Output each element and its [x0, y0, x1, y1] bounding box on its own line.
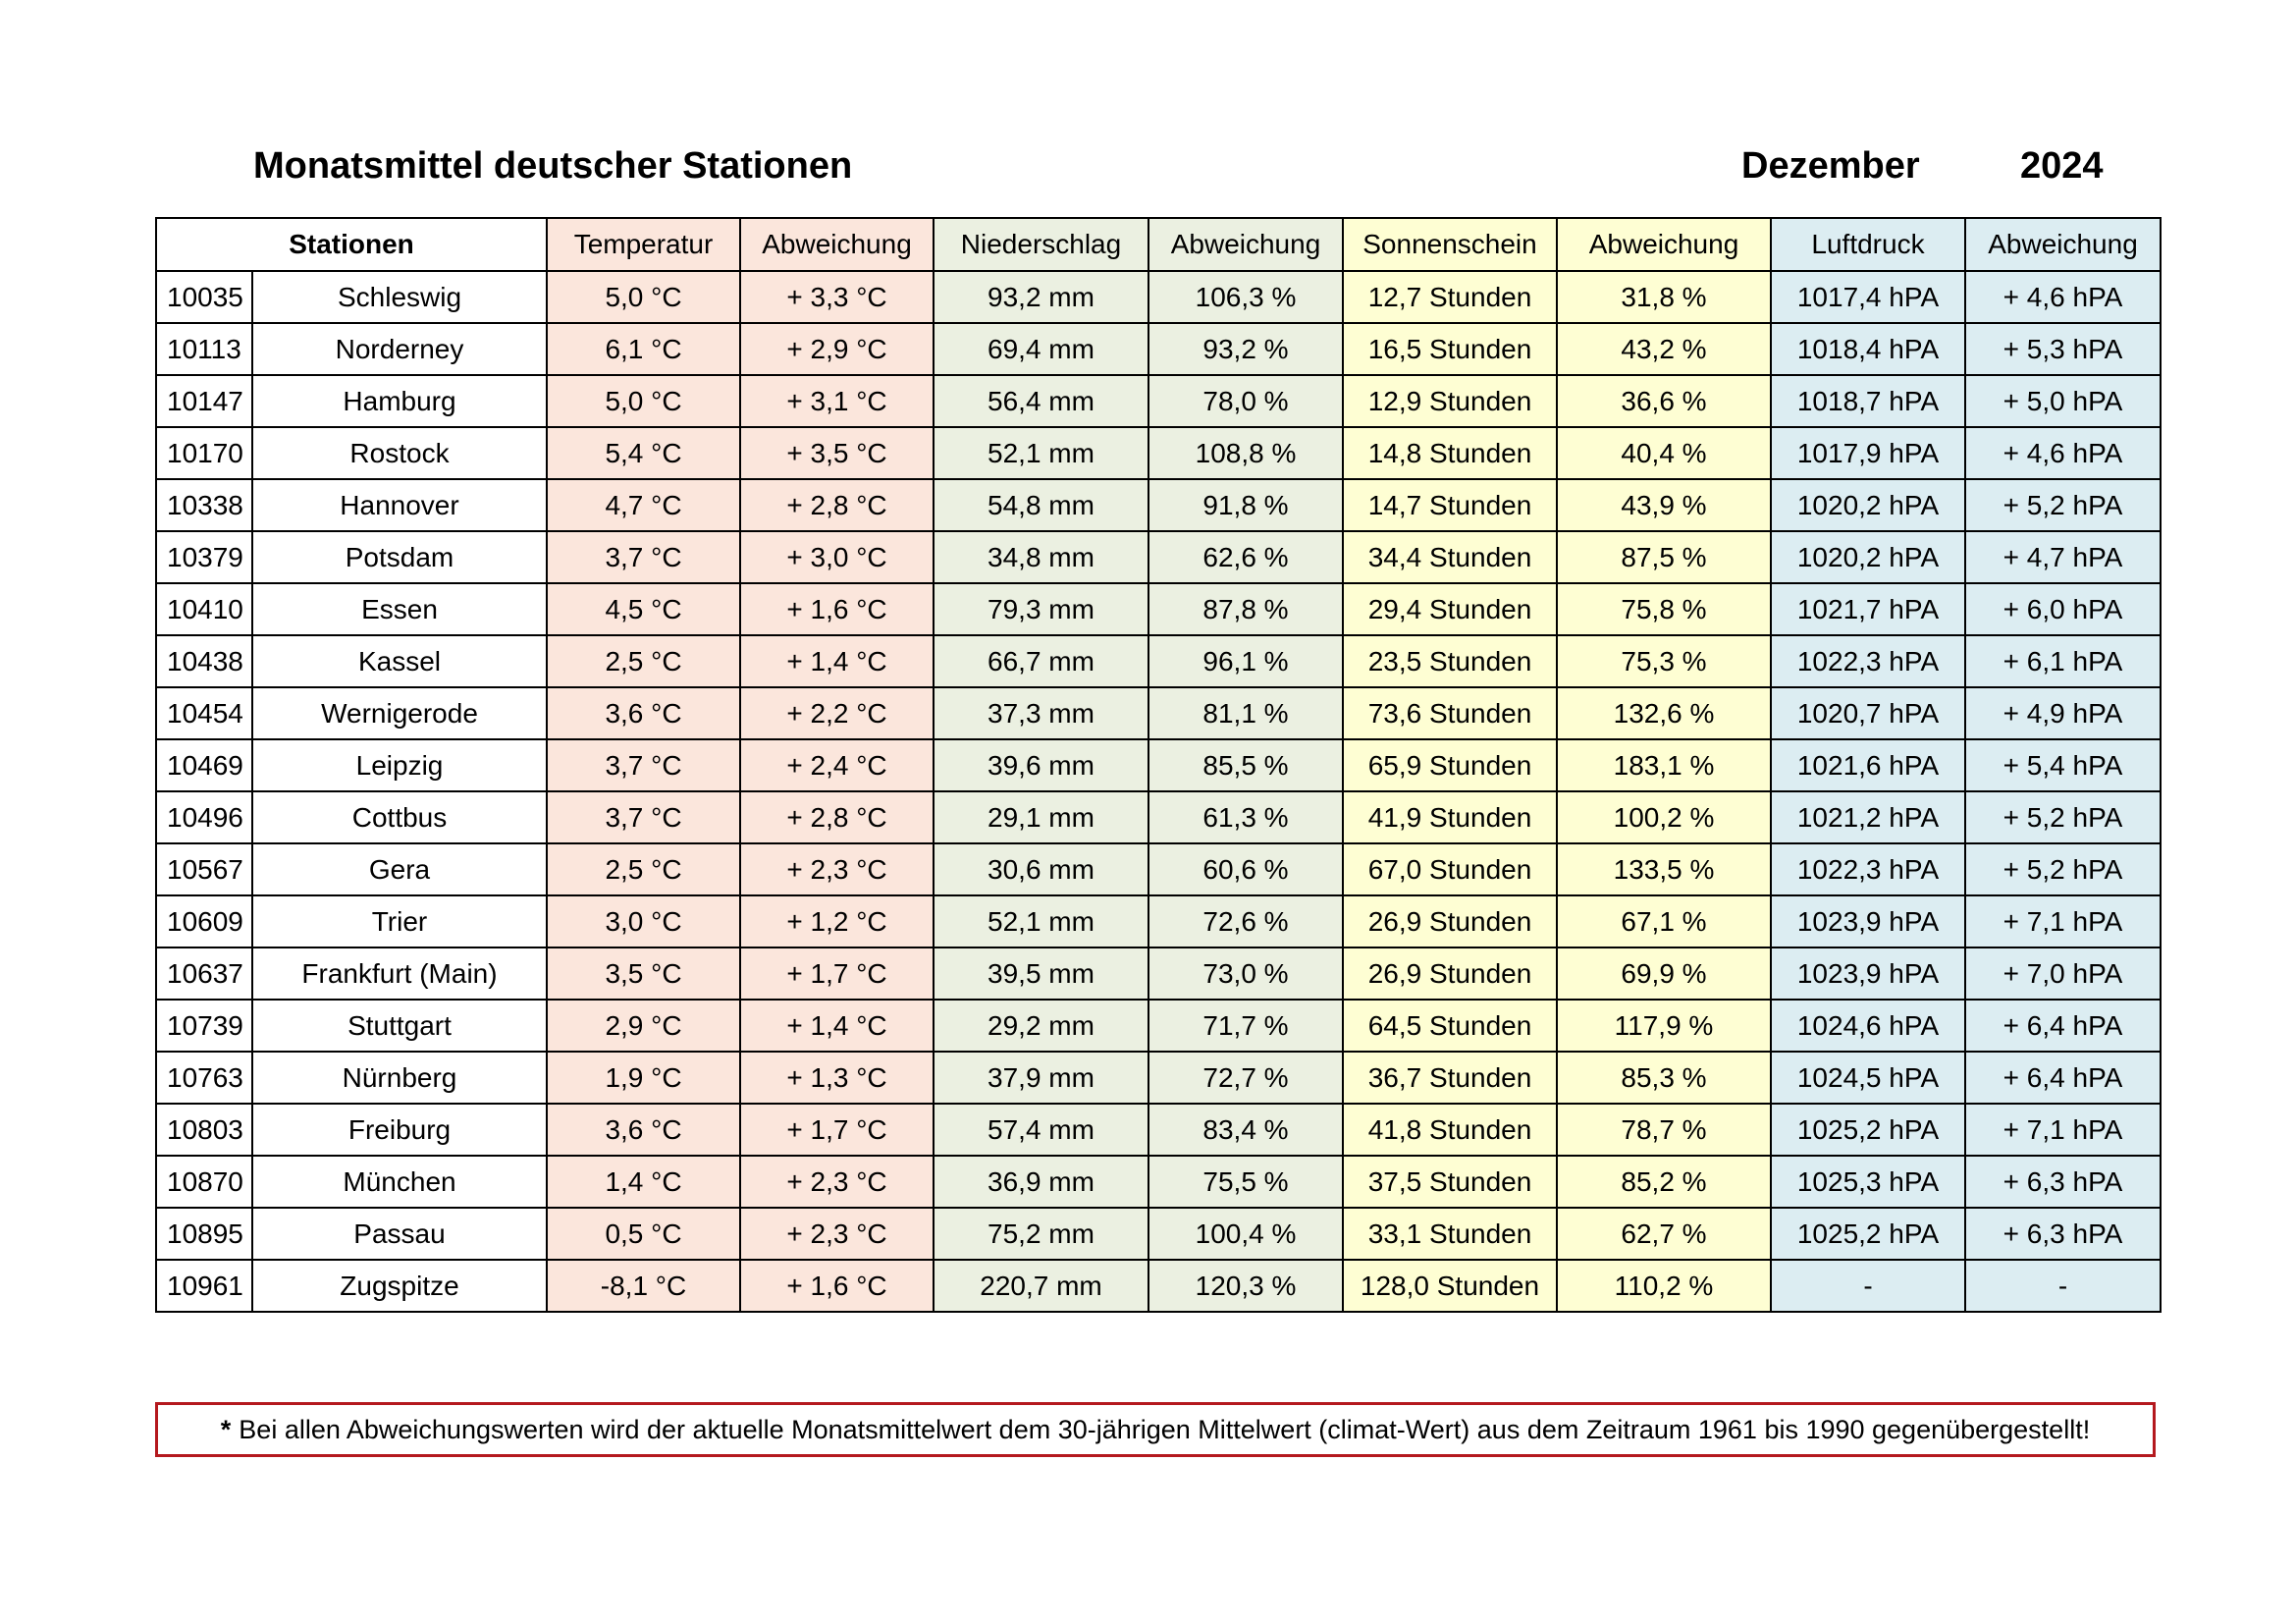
station-table [155, 217, 2162, 1313]
pressure-deviation-value: + 7,1 hPA [1965, 1104, 2161, 1156]
temperature-value: 3,0 °C [547, 895, 740, 947]
table-row [156, 531, 2161, 583]
table-row [156, 687, 2161, 739]
sun-deviation-value: 75,3 % [1557, 635, 1771, 687]
pressure-value: 1022,3 hPA [1771, 843, 1965, 895]
table-row [156, 1208, 2161, 1260]
sunshine-value: 37,5 Stunden [1343, 1156, 1557, 1208]
temperature-value: 1,4 °C [547, 1156, 740, 1208]
sunshine-value: 34,4 Stunden [1343, 531, 1557, 583]
temperature-value: 3,6 °C [547, 687, 740, 739]
pressure-deviation-value: - [1965, 1260, 2161, 1312]
station-name: München [252, 1156, 547, 1208]
precipitation-value: 69,4 mm [934, 323, 1148, 375]
pressure-value: 1021,6 hPA [1771, 739, 1965, 791]
precipitation-value: 37,3 mm [934, 687, 1148, 739]
pressure-deviation-value: + 5,2 hPA [1965, 479, 2161, 531]
precip-deviation-value: 78,0 % [1148, 375, 1343, 427]
table-row [156, 791, 2161, 843]
table-row [156, 895, 2161, 947]
precip-deviation-value: 96,1 % [1148, 635, 1343, 687]
station-name: Hannover [252, 479, 547, 531]
pressure-value: 1020,7 hPA [1771, 687, 1965, 739]
pressure-deviation-value: + 6,1 hPA [1965, 635, 2161, 687]
pressure-value: 1017,4 hPA [1771, 271, 1965, 323]
precipitation-value: 39,6 mm [934, 739, 1148, 791]
station-name: Frankfurt (Main) [252, 947, 547, 1000]
table-header-row [156, 218, 2161, 271]
pressure-value: 1018,7 hPA [1771, 375, 1965, 427]
sunshine-value: 36,7 Stunden [1343, 1052, 1557, 1104]
table-row [156, 1052, 2161, 1104]
temperature-value: 6,1 °C [547, 323, 740, 375]
precip-deviation-value: 83,4 % [1148, 1104, 1343, 1156]
table-row [156, 271, 2161, 323]
precip-deviation-value: 60,6 % [1148, 843, 1343, 895]
pressure-value: 1020,2 hPA [1771, 531, 1965, 583]
station-id: 10113 [156, 323, 252, 375]
footnote-box [155, 1402, 2156, 1457]
station-name: Freiburg [252, 1104, 547, 1156]
temp-deviation-value: + 1,4 °C [740, 635, 934, 687]
pressure-value: 1025,2 hPA [1771, 1208, 1965, 1260]
temperature-value: 5,0 °C [547, 375, 740, 427]
precip-deviation-value: 108,8 % [1148, 427, 1343, 479]
precip-deviation-value: 72,7 % [1148, 1052, 1343, 1104]
sun-deviation-value: 75,8 % [1557, 583, 1771, 635]
station-name: Kassel [252, 635, 547, 687]
sunshine-value: 12,7 Stunden [1343, 271, 1557, 323]
precipitation-value: 30,6 mm [934, 843, 1148, 895]
pressure-deviation-value: + 6,3 hPA [1965, 1208, 2161, 1260]
sun-deviation-value: 78,7 % [1557, 1104, 1771, 1156]
sun-deviation-value: 43,2 % [1557, 323, 1771, 375]
precip-deviation-value: 75,5 % [1148, 1156, 1343, 1208]
temperature-value: 0,5 °C [547, 1208, 740, 1260]
sunshine-value: 65,9 Stunden [1343, 739, 1557, 791]
station-id: 10147 [156, 375, 252, 427]
sun-deviation-value: 85,3 % [1557, 1052, 1771, 1104]
header-sun-deviation: Abweichung [1557, 218, 1771, 271]
table-row [156, 1156, 2161, 1208]
sun-deviation-value: 133,5 % [1557, 843, 1771, 895]
temperature-value: 5,4 °C [547, 427, 740, 479]
station-id: 10469 [156, 739, 252, 791]
pressure-value: 1024,5 hPA [1771, 1052, 1965, 1104]
station-name: Norderney [252, 323, 547, 375]
header-temperature: Temperatur [547, 218, 740, 271]
pressure-deviation-value: + 5,2 hPA [1965, 843, 2161, 895]
pressure-value: 1021,2 hPA [1771, 791, 1965, 843]
header-sunshine: Sonnenschein [1343, 218, 1557, 271]
temperature-value: 2,9 °C [547, 1000, 740, 1052]
station-name: Essen [252, 583, 547, 635]
header-pressure: Luftdruck [1771, 218, 1965, 271]
sun-deviation-value: 132,6 % [1557, 687, 1771, 739]
precipitation-value: 54,8 mm [934, 479, 1148, 531]
sun-deviation-value: 62,7 % [1557, 1208, 1771, 1260]
sun-deviation-value: 87,5 % [1557, 531, 1771, 583]
station-id: 10410 [156, 583, 252, 635]
station-name: Stuttgart [252, 1000, 547, 1052]
sun-deviation-value: 31,8 % [1557, 271, 1771, 323]
temp-deviation-value: + 2,3 °C [740, 1156, 934, 1208]
temp-deviation-value: + 1,7 °C [740, 947, 934, 1000]
temperature-value: 4,7 °C [547, 479, 740, 531]
station-id: 10170 [156, 427, 252, 479]
header-precip-deviation: Abweichung [1148, 218, 1343, 271]
sunshine-value: 14,8 Stunden [1343, 427, 1557, 479]
precipitation-value: 79,3 mm [934, 583, 1148, 635]
header-pressure-deviation: Abweichung [1965, 218, 2161, 271]
station-name: Leipzig [252, 739, 547, 791]
temp-deviation-value: + 2,4 °C [740, 739, 934, 791]
precip-deviation-value: 81,1 % [1148, 687, 1343, 739]
pressure-deviation-value: + 5,2 hPA [1965, 791, 2161, 843]
station-id: 10637 [156, 947, 252, 1000]
sunshine-value: 64,5 Stunden [1343, 1000, 1557, 1052]
temp-deviation-value: + 2,9 °C [740, 323, 934, 375]
pressure-deviation-value: + 6,4 hPA [1965, 1052, 2161, 1104]
pressure-deviation-value: + 4,7 hPA [1965, 531, 2161, 583]
sunshine-value: 26,9 Stunden [1343, 895, 1557, 947]
precip-deviation-value: 120,3 % [1148, 1260, 1343, 1312]
table-row [156, 1104, 2161, 1156]
sunshine-value: 67,0 Stunden [1343, 843, 1557, 895]
precipitation-value: 37,9 mm [934, 1052, 1148, 1104]
table-row [156, 583, 2161, 635]
table-row [156, 1000, 2161, 1052]
station-id: 10763 [156, 1052, 252, 1104]
temperature-value: 3,7 °C [547, 739, 740, 791]
table-row [156, 1260, 2161, 1312]
precip-deviation-value: 71,7 % [1148, 1000, 1343, 1052]
station-name: Nürnberg [252, 1052, 547, 1104]
table-row [156, 479, 2161, 531]
pressure-value: 1017,9 hPA [1771, 427, 1965, 479]
precip-deviation-value: 106,3 % [1148, 271, 1343, 323]
table-row [156, 323, 2161, 375]
temp-deviation-value: + 3,0 °C [740, 531, 934, 583]
precip-deviation-value: 85,5 % [1148, 739, 1343, 791]
pressure-value: 1023,9 hPA [1771, 895, 1965, 947]
precipitation-value: 39,5 mm [934, 947, 1148, 1000]
precipitation-value: 34,8 mm [934, 531, 1148, 583]
temperature-value: 2,5 °C [547, 635, 740, 687]
pressure-deviation-value: + 4,6 hPA [1965, 427, 2161, 479]
precip-deviation-value: 91,8 % [1148, 479, 1343, 531]
header-temp-deviation: Abweichung [740, 218, 934, 271]
precip-deviation-value: 100,4 % [1148, 1208, 1343, 1260]
pressure-value: 1023,9 hPA [1771, 947, 1965, 1000]
precipitation-value: 75,2 mm [934, 1208, 1148, 1260]
station-id: 10739 [156, 1000, 252, 1052]
temp-deviation-value: + 1,4 °C [740, 1000, 934, 1052]
temperature-value: 3,7 °C [547, 531, 740, 583]
sun-deviation-value: 43,9 % [1557, 479, 1771, 531]
sun-deviation-value: 85,2 % [1557, 1156, 1771, 1208]
precipitation-value: 56,4 mm [934, 375, 1148, 427]
temp-deviation-value: + 2,3 °C [740, 843, 934, 895]
sunshine-value: 16,5 Stunden [1343, 323, 1557, 375]
temp-deviation-value: + 3,3 °C [740, 271, 934, 323]
sun-deviation-value: 183,1 % [1557, 739, 1771, 791]
table-row [156, 843, 2161, 895]
table-body [156, 271, 2161, 1312]
station-id: 10338 [156, 479, 252, 531]
station-name: Cottbus [252, 791, 547, 843]
precipitation-value: 29,2 mm [934, 1000, 1148, 1052]
precip-deviation-value: 62,6 % [1148, 531, 1343, 583]
sunshine-value: 12,9 Stunden [1343, 375, 1557, 427]
temperature-value: 5,0 °C [547, 271, 740, 323]
pressure-deviation-value: + 6,3 hPA [1965, 1156, 2161, 1208]
precipitation-value: 52,1 mm [934, 427, 1148, 479]
temp-deviation-value: + 1,6 °C [740, 1260, 934, 1312]
pressure-value: 1020,2 hPA [1771, 479, 1965, 531]
sun-deviation-value: 100,2 % [1557, 791, 1771, 843]
pressure-value: 1018,4 hPA [1771, 323, 1965, 375]
precipitation-value: 29,1 mm [934, 791, 1148, 843]
station-id: 10567 [156, 843, 252, 895]
precipitation-value: 93,2 mm [934, 271, 1148, 323]
station-name: Schleswig [252, 271, 547, 323]
sunshine-value: 29,4 Stunden [1343, 583, 1557, 635]
precipitation-value: 220,7 mm [934, 1260, 1148, 1312]
temp-deviation-value: + 2,3 °C [740, 1208, 934, 1260]
footnote-text: Bei allen Abweichungswerten wird der aktuelle Monatsmittelwert dem 30-jährigen Mittelwert (climat-Wert) aus dem Zeitraum 1961 bis 1990 gegenübergestellt! [239, 1414, 2091, 1444]
station-name: Passau [252, 1208, 547, 1260]
sun-deviation-value: 117,9 % [1557, 1000, 1771, 1052]
pressure-deviation-value: + 7,0 hPA [1965, 947, 2161, 1000]
page-title: Monatsmittel deutscher Stationen [253, 145, 853, 187]
pressure-deviation-value: + 7,1 hPA [1965, 895, 2161, 947]
sunshine-value: 26,9 Stunden [1343, 947, 1557, 1000]
temperature-value: 3,7 °C [547, 791, 740, 843]
station-id: 10496 [156, 791, 252, 843]
station-id: 10609 [156, 895, 252, 947]
precipitation-value: 66,7 mm [934, 635, 1148, 687]
temp-deviation-value: + 2,2 °C [740, 687, 934, 739]
sunshine-value: 14,7 Stunden [1343, 479, 1557, 531]
table-row [156, 739, 2161, 791]
sunshine-value: 41,8 Stunden [1343, 1104, 1557, 1156]
precip-deviation-value: 72,6 % [1148, 895, 1343, 947]
station-name: Zugspitze [252, 1260, 547, 1312]
temp-deviation-value: + 2,8 °C [740, 791, 934, 843]
temp-deviation-value: + 1,7 °C [740, 1104, 934, 1156]
temperature-value: 4,5 °C [547, 583, 740, 635]
pressure-value: 1024,6 hPA [1771, 1000, 1965, 1052]
precip-deviation-value: 73,0 % [1148, 947, 1343, 1000]
pressure-deviation-value: + 5,0 hPA [1965, 375, 2161, 427]
table-row [156, 375, 2161, 427]
header-precipitation: Niederschlag [934, 218, 1148, 271]
year-label: 2024 [2020, 145, 2104, 187]
station-id: 10454 [156, 687, 252, 739]
precipitation-value: 52,1 mm [934, 895, 1148, 947]
precipitation-value: 57,4 mm [934, 1104, 1148, 1156]
precip-deviation-value: 87,8 % [1148, 583, 1343, 635]
precipitation-value: 36,9 mm [934, 1156, 1148, 1208]
month-label: Dezember [1741, 145, 1920, 187]
pressure-deviation-value: + 6,4 hPA [1965, 1000, 2161, 1052]
precip-deviation-value: 93,2 % [1148, 323, 1343, 375]
pressure-deviation-value: + 4,6 hPA [1965, 271, 2161, 323]
station-name: Wernigerode [252, 687, 547, 739]
temp-deviation-value: + 3,1 °C [740, 375, 934, 427]
station-name: Hamburg [252, 375, 547, 427]
pressure-value: 1022,3 hPA [1771, 635, 1965, 687]
station-id: 10803 [156, 1104, 252, 1156]
pressure-deviation-value: + 4,9 hPA [1965, 687, 2161, 739]
station-name: Rostock [252, 427, 547, 479]
temp-deviation-value: + 2,8 °C [740, 479, 934, 531]
station-name: Trier [252, 895, 547, 947]
temperature-value: 1,9 °C [547, 1052, 740, 1104]
station-name: Potsdam [252, 531, 547, 583]
sun-deviation-value: 67,1 % [1557, 895, 1771, 947]
pressure-deviation-value: + 6,0 hPA [1965, 583, 2161, 635]
station-id: 10961 [156, 1260, 252, 1312]
footnote-marker: * [220, 1414, 232, 1444]
sun-deviation-value: 69,9 % [1557, 947, 1771, 1000]
pressure-deviation-value: + 5,3 hPA [1965, 323, 2161, 375]
header-stations: Stationen [156, 218, 547, 271]
table-row [156, 947, 2161, 1000]
pressure-value: - [1771, 1260, 1965, 1312]
station-id: 10379 [156, 531, 252, 583]
table-row [156, 635, 2161, 687]
sun-deviation-value: 110,2 % [1557, 1260, 1771, 1312]
station-id: 10870 [156, 1156, 252, 1208]
sun-deviation-value: 36,6 % [1557, 375, 1771, 427]
sunshine-value: 73,6 Stunden [1343, 687, 1557, 739]
station-name: Gera [252, 843, 547, 895]
pressure-value: 1025,2 hPA [1771, 1104, 1965, 1156]
pressure-value: 1021,7 hPA [1771, 583, 1965, 635]
precip-deviation-value: 61,3 % [1148, 791, 1343, 843]
temperature-value: 3,6 °C [547, 1104, 740, 1156]
sunshine-value: 23,5 Stunden [1343, 635, 1557, 687]
temp-deviation-value: + 3,5 °C [740, 427, 934, 479]
table-row [156, 427, 2161, 479]
station-id: 10438 [156, 635, 252, 687]
pressure-deviation-value: + 5,4 hPA [1965, 739, 2161, 791]
station-id: 10895 [156, 1208, 252, 1260]
pressure-value: 1025,3 hPA [1771, 1156, 1965, 1208]
temp-deviation-value: + 1,3 °C [740, 1052, 934, 1104]
temp-deviation-value: + 1,6 °C [740, 583, 934, 635]
temp-deviation-value: + 1,2 °C [740, 895, 934, 947]
station-id: 10035 [156, 271, 252, 323]
sunshine-value: 41,9 Stunden [1343, 791, 1557, 843]
temperature-value: 3,5 °C [547, 947, 740, 1000]
temperature-value: -8,1 °C [547, 1260, 740, 1312]
sunshine-value: 33,1 Stunden [1343, 1208, 1557, 1260]
sun-deviation-value: 40,4 % [1557, 427, 1771, 479]
temperature-value: 2,5 °C [547, 843, 740, 895]
sunshine-value: 128,0 Stunden [1343, 1260, 1557, 1312]
